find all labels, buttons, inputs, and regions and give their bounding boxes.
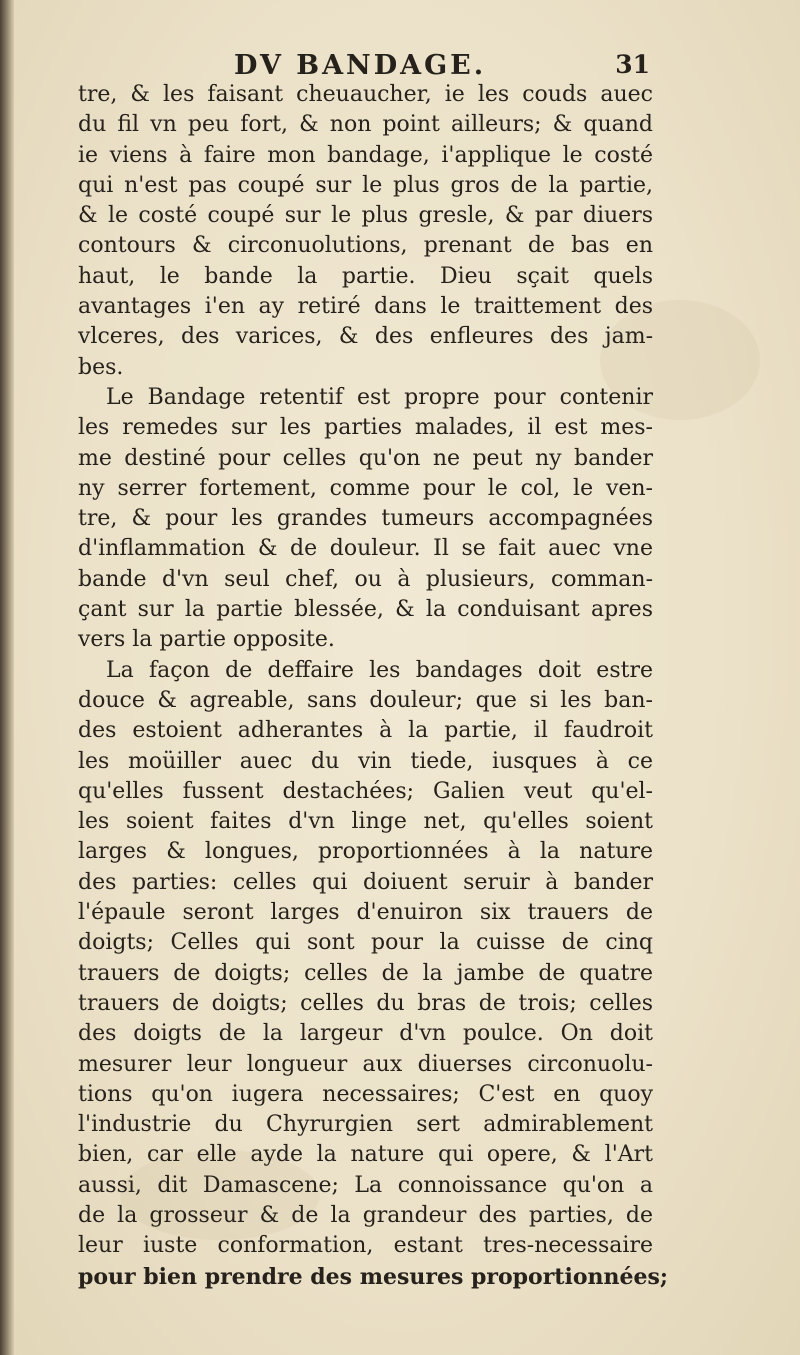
text-line: ny serrer fortement, comme pour le col, le ven- bbox=[78, 475, 653, 501]
text-line: bien, car elle ayde la nature qui opere, & l'Art bbox=[78, 1142, 653, 1168]
text-line: trauers de doigts; celles de la jambe de quatre bbox=[78, 960, 653, 986]
text-line: larges & longues, proportionnées à la nature bbox=[78, 839, 653, 865]
text-line: du fil vn peu fort, & non point ailleurs; & quand bbox=[78, 112, 653, 138]
text-line: les remedes sur les parties malades, il est mes- bbox=[78, 415, 653, 441]
text-line: avantages i'en ay retiré dans le traittement des bbox=[78, 294, 653, 320]
text-line: trauers de doigts; celles du bras de trois; celles bbox=[78, 990, 653, 1016]
text-line: tre, & les faisant cheuaucher, ie les couds auec bbox=[78, 82, 653, 107]
text-line: des parties: celles qui doiuent seruir à bander bbox=[78, 869, 653, 895]
text-line: doigts; Celles qui sont pour la cuisse de cinq bbox=[78, 930, 653, 956]
text-line: çant sur la partie blessée, & la conduisant apres bbox=[78, 597, 653, 623]
text-line: bande d'vn seul chef, ou à plusieurs, comman- bbox=[78, 566, 653, 592]
text-line: tions qu'on iugera necessaires; C'est en quoy bbox=[78, 1081, 653, 1107]
text-line: l'épaule seront larges d'enuiron six trauers de bbox=[78, 900, 653, 926]
text-line: Le Bandage retentif est propre pour contenir bbox=[106, 384, 653, 410]
text-line: me destiné pour celles qu'on ne peut ny bander bbox=[78, 445, 653, 471]
body-text bbox=[78, 80, 668, 1292]
text-line: vlceres, des varices, & des enfleures des jam- bbox=[78, 324, 653, 350]
text-line: d'inflammation & de douleur. Il se fait auec vne bbox=[78, 536, 653, 562]
text-line: l'industrie du Chyrurgien sert admirablement bbox=[78, 1112, 653, 1138]
text-line: douce & agreable, sans douleur; que si les ban- bbox=[78, 687, 653, 713]
text-line: pour bien prendre des mesures proportionnées; bbox=[78, 1263, 668, 1290]
text-line: tre, & pour les grandes tumeurs accompagnées bbox=[78, 506, 653, 532]
text-line: des estoient adherantes à la partie, il faudroit bbox=[78, 718, 653, 744]
text-line: qui n'est pas coupé sur le plus gros de la partie, bbox=[78, 172, 653, 198]
text-line: haut, le bande la partie. Dieu sçait quels bbox=[78, 263, 653, 289]
page-number: 31 bbox=[615, 50, 650, 79]
text-line: aussi, dit Damascene; La connoissance qu'on a bbox=[78, 1172, 653, 1198]
text-line: les moüiller auec du vin tiede, iusques à ce bbox=[78, 748, 653, 774]
running-head: DV BANDAGE. bbox=[234, 50, 487, 81]
text-line: contours & circonuolutions, prenant de bas en bbox=[78, 233, 653, 259]
text-line: vers la partie opposite. bbox=[78, 627, 335, 653]
text-line: La façon de deffaire les bandages doit estre bbox=[106, 657, 653, 683]
text-line: les soient faites d'vn linge net, qu'elles soient bbox=[78, 809, 653, 835]
text-line: de la grosseur & de la grandeur des parties, de bbox=[78, 1202, 653, 1228]
binding-gutter bbox=[0, 0, 14, 1355]
text-line: mesurer leur longueur aux diuerses circonuolu- bbox=[78, 1051, 653, 1077]
text-line: & le costé coupé sur le plus gresle, & par diuers bbox=[78, 203, 653, 229]
text-line: qu'elles fussent destachées; Galien veut qu'el- bbox=[78, 778, 653, 804]
text-line: leur iuste conformation, estant tres-necessaire bbox=[78, 1233, 653, 1259]
text-line: bes. bbox=[78, 354, 124, 380]
text-line: des doigts de la largeur d'vn poulce. On doit bbox=[78, 1021, 653, 1047]
text-line: ie viens à faire mon bandage, i'applique le costé bbox=[78, 142, 653, 168]
